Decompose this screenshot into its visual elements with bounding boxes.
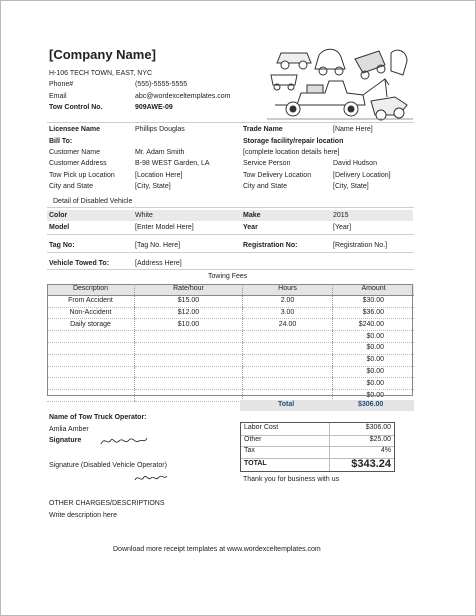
fees-cell-amount: $240.00 (333, 319, 415, 331)
trade-value: [Name Here] (333, 126, 373, 133)
color-value: White (135, 212, 153, 219)
fees-cell-amount: $0.00 (333, 342, 415, 354)
other-charges-description: Write description here (49, 512, 117, 519)
customer-name-label: Customer Name (49, 149, 100, 156)
operator-signature-mark (99, 434, 149, 448)
registration-label: Registration No: (243, 242, 298, 249)
fees-cell-description: Daily storage (47, 319, 135, 331)
tow-truck-illustration (267, 45, 413, 123)
fees-cell-description: Non-Accident (47, 307, 135, 319)
phone-label: Phone# (49, 81, 74, 88)
fees-total-label: Total (278, 401, 295, 408)
fees-cell-amount: $0.00 (333, 366, 415, 378)
make-value: 2015 (333, 212, 349, 219)
model-label: Model (49, 224, 70, 231)
other-label: Other (244, 435, 262, 443)
fees-cell-rate: $15.00 (135, 295, 243, 307)
fees-header-hours: Hours (243, 284, 333, 295)
summary-total-value: $343.24 (351, 457, 391, 470)
service-person-label: Service Person (243, 160, 291, 167)
operator-title: Name of Tow Truck Operator: (49, 414, 147, 421)
fees-cell-amount: $0.00 (333, 354, 415, 366)
city-label: City and State (49, 183, 93, 190)
city2-value: [City, State] (333, 183, 369, 190)
fees-cell-amount: $0.00 (333, 390, 415, 402)
fees-total-value: $306.00 (358, 401, 384, 408)
fees-cell-amount: $0.00 (333, 331, 415, 343)
disabled-signature-label: Signature (Disabled Vehicle Operator) (49, 462, 167, 469)
customer-address-label: Customer Address (49, 160, 107, 167)
color-label: Color (49, 212, 68, 219)
fees-total-row (240, 400, 414, 411)
fees-cell-amount: $36.00 (333, 307, 415, 319)
tow-control-value: 909AWE-09 (135, 104, 173, 111)
trade-label: Trade Name (243, 126, 283, 133)
city-value: [City, State] (135, 183, 171, 190)
delivery-value: [Delivery Location] (333, 172, 391, 179)
fees-title: Towing Fees (208, 273, 248, 280)
email-label: Email (49, 93, 67, 100)
tag-value: [Tag No. Here] (135, 242, 181, 249)
licensee-value: Phillips Douglas (135, 126, 185, 133)
fees-cell-amount: $0.00 (333, 378, 415, 390)
signature-label: Signature (49, 437, 82, 444)
fees-header-rate: Rate/hour (135, 284, 243, 295)
fees-cell-hours: 2.00 (243, 295, 333, 307)
storage-label: Storage facility/repair location (243, 138, 344, 145)
phone-value: (555)-5555-5555 (135, 81, 188, 88)
company-name: [Company Name] (49, 47, 156, 62)
email-value: abc@wordexceltemplates.com (135, 93, 231, 100)
tag-label: Tag No: (49, 242, 75, 249)
labor-value: $306.00 (365, 424, 391, 431)
fees-header-description: Description (47, 284, 135, 295)
year-label: Year (243, 224, 258, 231)
fees-cell-amount: $30.00 (333, 295, 415, 307)
make-label: Make (243, 212, 261, 219)
vehicle-band-1 (47, 210, 413, 221)
tax-value: 4% (380, 447, 391, 454)
fees-header-amount: Amount (333, 284, 415, 295)
labor-label: Labor Cost (244, 424, 279, 431)
pickup-label: Tow Pick up Location (49, 172, 115, 179)
fees-cell-rate: $12.00 (135, 307, 243, 319)
city2-label: City and State (243, 183, 287, 190)
storage-details: [complete location details here] (243, 149, 340, 156)
operator-name: Amlia Amber (49, 426, 89, 433)
vehicle-section-title: Detail of Disabled Vehicle (53, 198, 133, 205)
towed-to-label: Vehicle Towed To: (49, 260, 110, 267)
pickup-value: [Location Here] (135, 172, 183, 179)
fees-cell-rate: $10.00 (135, 319, 243, 331)
customer-address-value: B-98 WEST Garden, LA (135, 160, 210, 167)
summary-box (240, 422, 395, 472)
towed-to-value: [Address Here] (135, 260, 182, 267)
licensee-label: Licensee Name (49, 126, 100, 133)
registration-value: [Registration No.] (333, 242, 388, 249)
fees-table-frame (47, 284, 413, 396)
bill-to-label: Bill To: (49, 138, 73, 145)
summary-total-label: TOTAL (244, 459, 267, 467)
model-value: [Enter Model Here] (135, 224, 194, 231)
tow-control-label: Tow Control No. (49, 104, 103, 111)
tax-label: Tax (244, 447, 255, 454)
thanks-note: Thank you for business with us (243, 476, 340, 483)
footer-note: Download more receipt templates at www.wordexceltemplates.com (113, 546, 321, 553)
fees-cell-description: From Accident (47, 295, 135, 307)
disabled-operator-signature-mark (133, 471, 169, 485)
company-address: H-106 TECH TOWN, EAST, NYC (49, 70, 153, 77)
delivery-label: Tow Delivery Location (243, 172, 312, 179)
year-value: [Year] (333, 224, 352, 231)
fees-cell-hours: 24.00 (243, 319, 333, 331)
service-person-value: David Hudson (333, 160, 377, 167)
other-charges-title: OTHER CHARGES/DESCRIPTIONS (49, 500, 165, 507)
other-value: $25.00 (369, 435, 391, 443)
fees-cell-hours: 3.00 (243, 307, 333, 319)
customer-name-value: Mr. Adam Smith (135, 149, 185, 156)
